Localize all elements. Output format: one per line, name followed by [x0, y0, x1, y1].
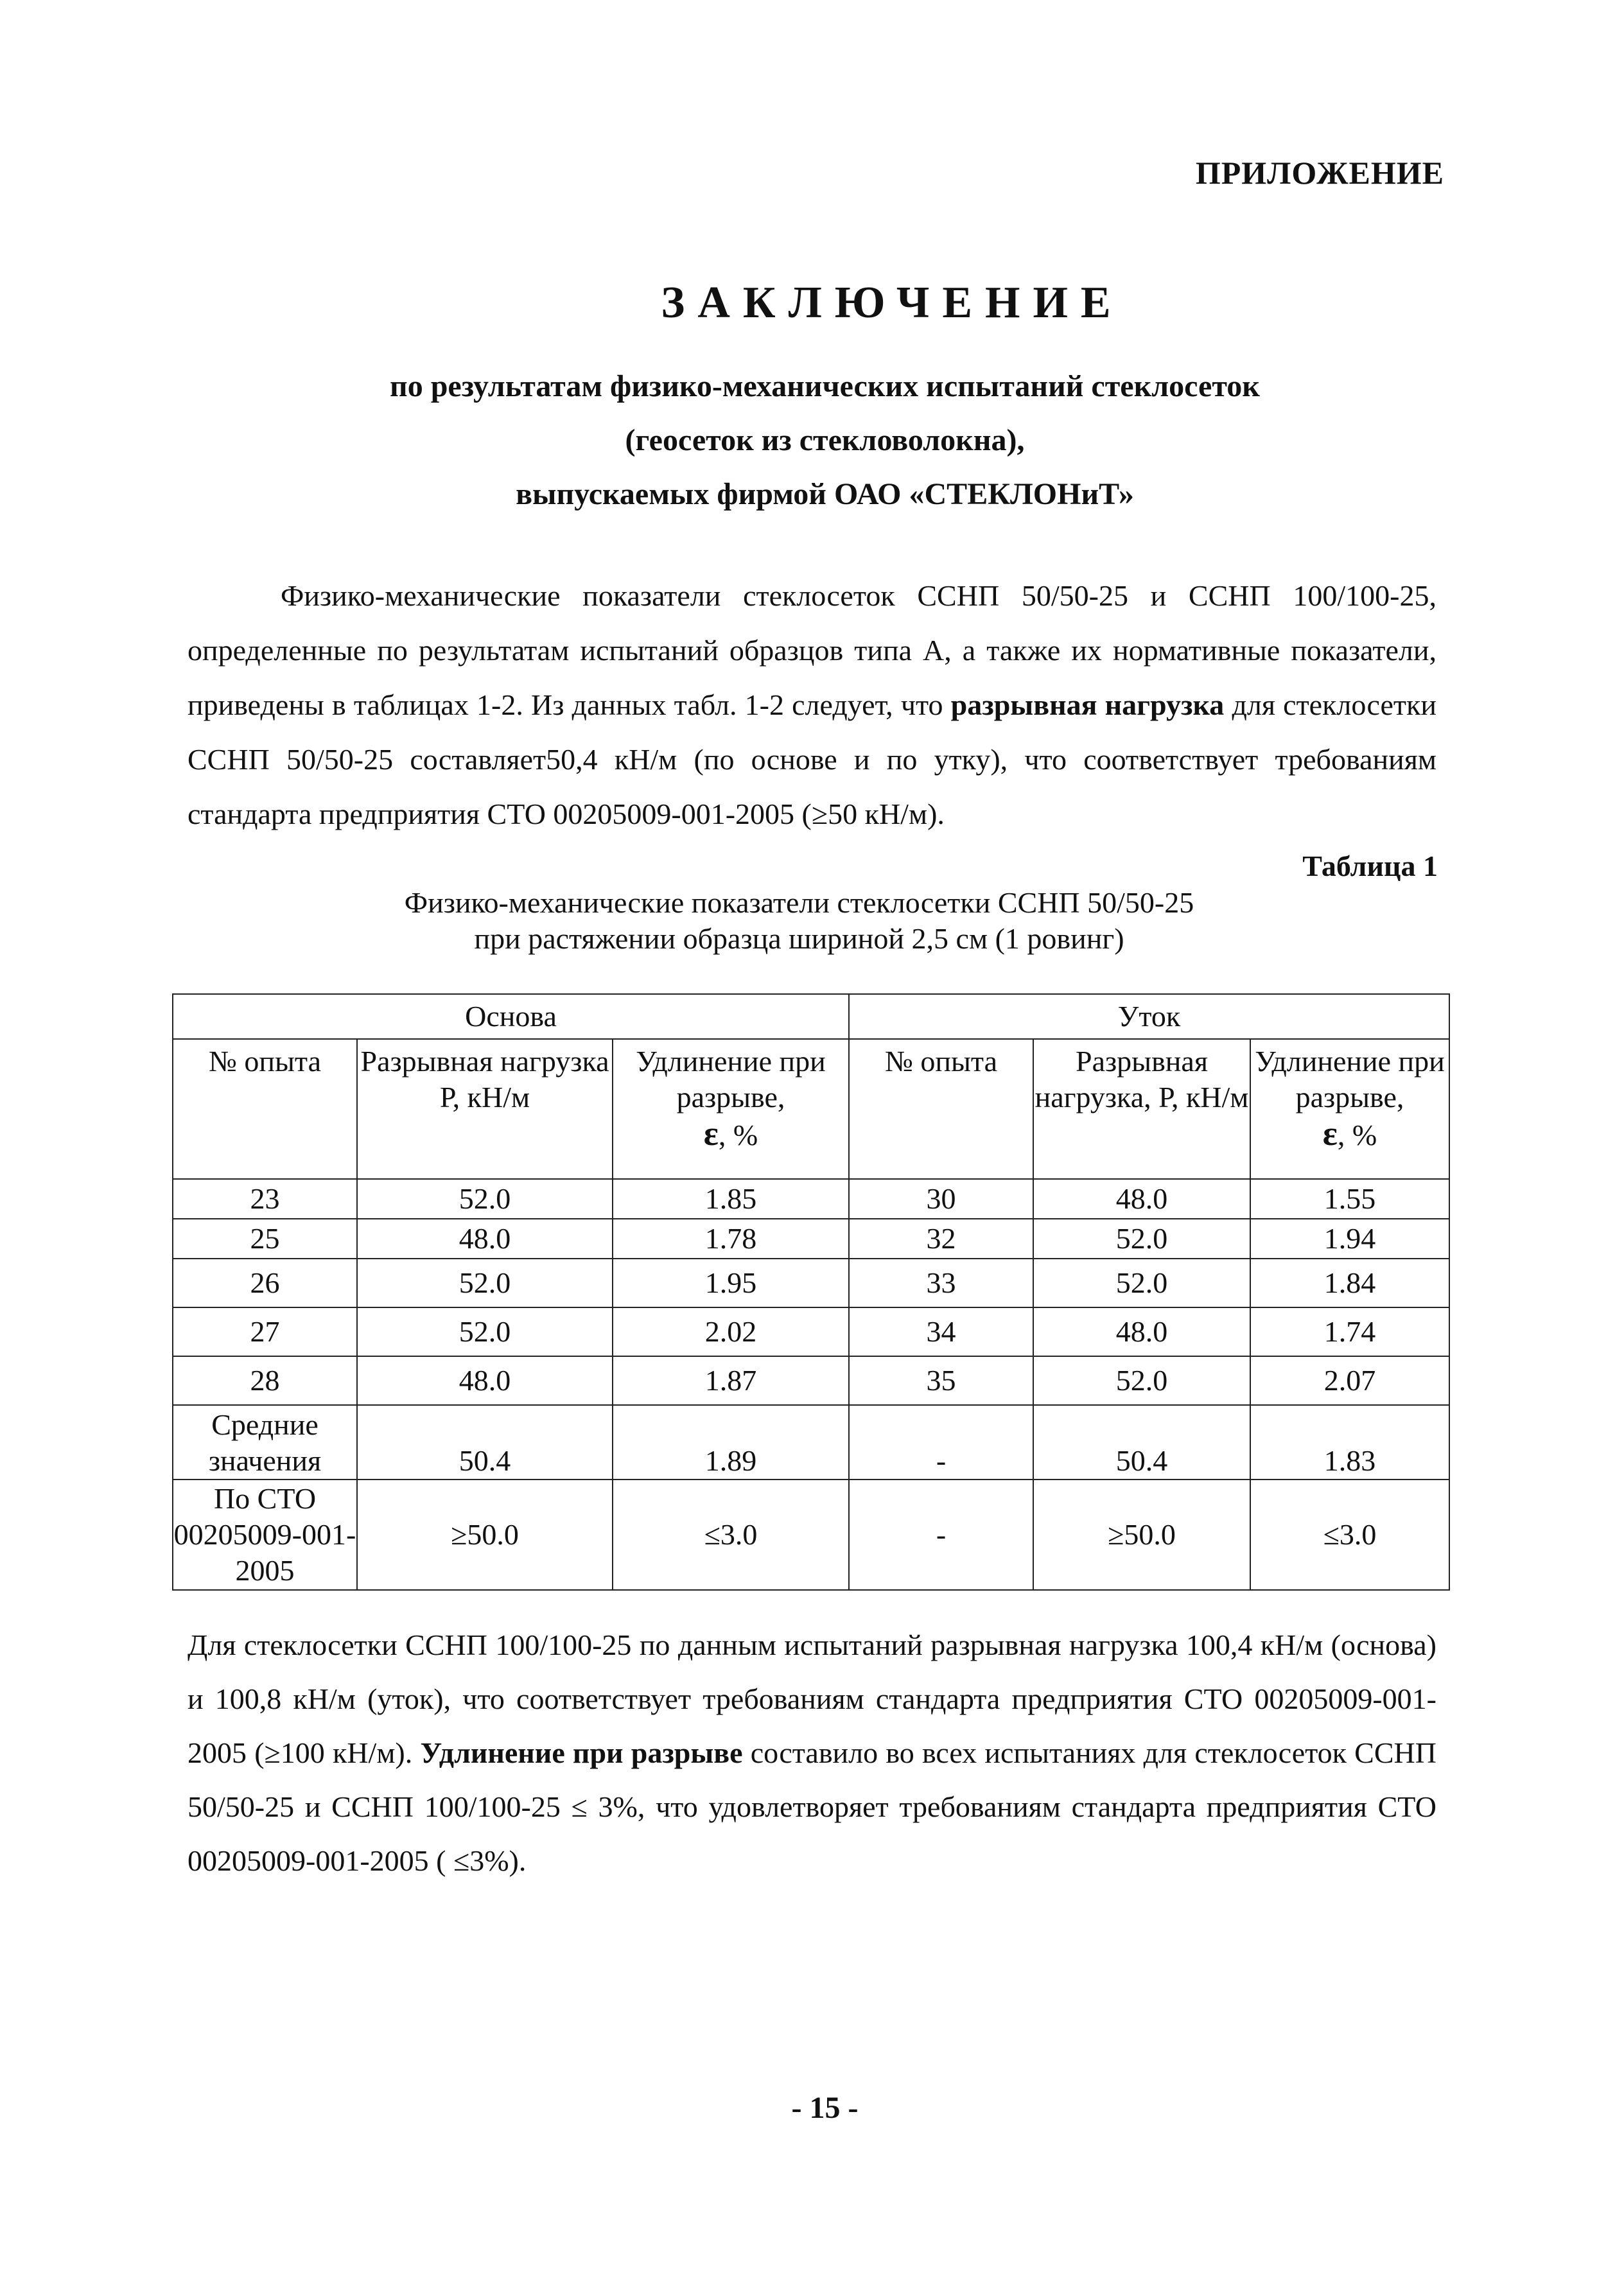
- table-cell: 52.0: [1033, 1219, 1250, 1259]
- table-cell: 30: [849, 1179, 1033, 1219]
- col-header-load: Разрывная нагрузка, Р, кН/м: [1033, 1039, 1250, 1179]
- table-cell: 48.0: [357, 1219, 613, 1259]
- table-row: [173, 1219, 1449, 1259]
- table-cell: 1.94: [1250, 1219, 1449, 1259]
- col-header-load: Разрывная нагрузка Р, кН/м: [357, 1039, 613, 1179]
- table-cell: 32: [849, 1219, 1033, 1259]
- average-row: [173, 1405, 1449, 1480]
- appendix-label: ПРИЛОЖЕНИЕ: [1195, 155, 1444, 191]
- conclusion-text-part1: Для стеклосетки ССНП 100/100-25 по данным испытаний разрывная нагрузка 100,4 кН/м (основа) и 100,8 кН/м (уток), что соответствует требованиям стандарта предприятия СТО 00205009-001-2005 (≥100 кН/м).: [188, 1628, 1436, 1769]
- col-header-elong: [1250, 1039, 1449, 1179]
- table-row: [173, 1259, 1449, 1307]
- table-cell: 52.0: [357, 1179, 613, 1219]
- conclusion-text-part2: составило во всех испытаниях для стеклосеток ССНП 50/50-25 и ССНП 100/100-25 ≤ 3%, что удовлетворяет требованиям стандарта предприятия СТО 00205009-001-2005 ( ≤3%).: [188, 1736, 1436, 1877]
- table-group-header: [173, 994, 1449, 1039]
- table-cell: 50.4: [1033, 1405, 1250, 1480]
- table-cell: ≤3.0: [1250, 1480, 1449, 1590]
- table-cell: 1.78: [613, 1219, 849, 1259]
- table-cell: 1.74: [1250, 1307, 1449, 1356]
- table-cell: 1.84: [1250, 1259, 1449, 1307]
- norm-row: [173, 1480, 1449, 1590]
- percent-label: , %: [1337, 1119, 1377, 1151]
- table-cell: ≥50.0: [1033, 1480, 1250, 1590]
- intro-paragraph: [188, 568, 1436, 841]
- table-cell: 35: [849, 1356, 1033, 1405]
- intro-text-part1: Физико-механические показатели стеклосеток ССНП 50/50-25 и ССНП 100/100-25, определенные по результатам испытаний образцов типа А, а также их нормативные показатели, приведены в таблицах 1-2. Из данных табл. 1-2 следует, что: [188, 579, 1436, 721]
- table-column-header: [173, 1039, 1449, 1179]
- caption-line: при растяжении образца шириной 2,5 см (1 ровинг): [474, 922, 1124, 955]
- table-number: Таблица 1: [1302, 850, 1438, 882]
- subtitle-line: (геосеток из стекловолокна),: [625, 423, 1025, 457]
- table-cell: 28: [173, 1356, 357, 1405]
- elong-label: Удлинение при разрыве,: [636, 1045, 826, 1113]
- table-cell: 2.07: [1250, 1356, 1449, 1405]
- table-cell: 52.0: [357, 1259, 613, 1307]
- page-number: - 15 -: [791, 2091, 859, 2125]
- table-cell: 27: [173, 1307, 357, 1356]
- table-cell: 23: [173, 1179, 357, 1219]
- caption-line: Физико-механические показатели стеклосетки ССНП 50/50-25: [404, 886, 1194, 919]
- table-cell: 34: [849, 1307, 1033, 1356]
- group-utok: Уток: [849, 994, 1449, 1039]
- table-cell: 33: [849, 1259, 1033, 1307]
- table-cell: По СТО 00205009-001-2005: [173, 1480, 357, 1590]
- table-cell: -: [849, 1405, 1033, 1480]
- table-cell: 1.89: [613, 1405, 849, 1480]
- table-cell: 2.02: [613, 1307, 849, 1356]
- results-table: [172, 993, 1450, 1591]
- table-row: [173, 1179, 1449, 1219]
- table-cell: 48.0: [1033, 1179, 1250, 1219]
- table-caption: [0, 885, 1624, 957]
- table-cell: 26: [173, 1259, 357, 1307]
- intro-bold-term: разрывная нагрузка: [950, 688, 1225, 721]
- group-osnova: Основа: [173, 994, 849, 1039]
- elong-label: Удлинение при разрыве,: [1255, 1045, 1445, 1113]
- document-subtitle: [0, 360, 1624, 521]
- table-cell: 48.0: [357, 1356, 613, 1405]
- table-cell: 52.0: [1033, 1259, 1250, 1307]
- epsilon-symbol: ε: [1322, 1114, 1338, 1153]
- table-cell: Средние значения: [173, 1405, 357, 1480]
- table-cell: 1.83: [1250, 1405, 1449, 1480]
- epsilon-symbol: ε: [703, 1114, 719, 1153]
- table-cell: 48.0: [1033, 1307, 1250, 1356]
- subtitle-line: выпускаемых фирмой ОАО «СТЕКЛОНиТ»: [516, 477, 1134, 511]
- table-cell: ≥50.0: [357, 1480, 613, 1590]
- col-header-elong: [613, 1039, 849, 1179]
- table-cell: 25: [173, 1219, 357, 1259]
- conclusion-paragraph: [188, 1618, 1436, 1888]
- table-cell: ≤3.0: [613, 1480, 849, 1590]
- col-header-num: № опыта: [173, 1039, 357, 1179]
- table-cell: -: [849, 1480, 1033, 1590]
- table-cell: 1.85: [613, 1179, 849, 1219]
- table-cell: 52.0: [1033, 1356, 1250, 1405]
- col-header-num: № опыта: [849, 1039, 1033, 1179]
- document-title: ЗАКЛЮЧЕНИЕ: [661, 278, 1124, 327]
- conclusion-bold-term: Удлинение при разрыве: [420, 1736, 743, 1769]
- table-cell: 50.4: [357, 1405, 613, 1480]
- subtitle-line: по результатам физико-механических испытаний стеклосеток: [390, 369, 1260, 403]
- table-cell: 1.95: [613, 1259, 849, 1307]
- table-row: [173, 1307, 1449, 1356]
- table-cell: 1.55: [1250, 1179, 1449, 1219]
- table-row: [173, 1356, 1449, 1405]
- intro-text-part2: для стеклосетки ССНП 50/50-25 составляет50,4 кН/м (по основе и по утку), что соответствует требованиям стандарта предприятия СТО 00205009-001-2005 (≥50 кН/м).: [188, 688, 1437, 830]
- table-cell: 1.87: [613, 1356, 849, 1405]
- table-cell: 52.0: [357, 1307, 613, 1356]
- percent-label: , %: [718, 1119, 758, 1151]
